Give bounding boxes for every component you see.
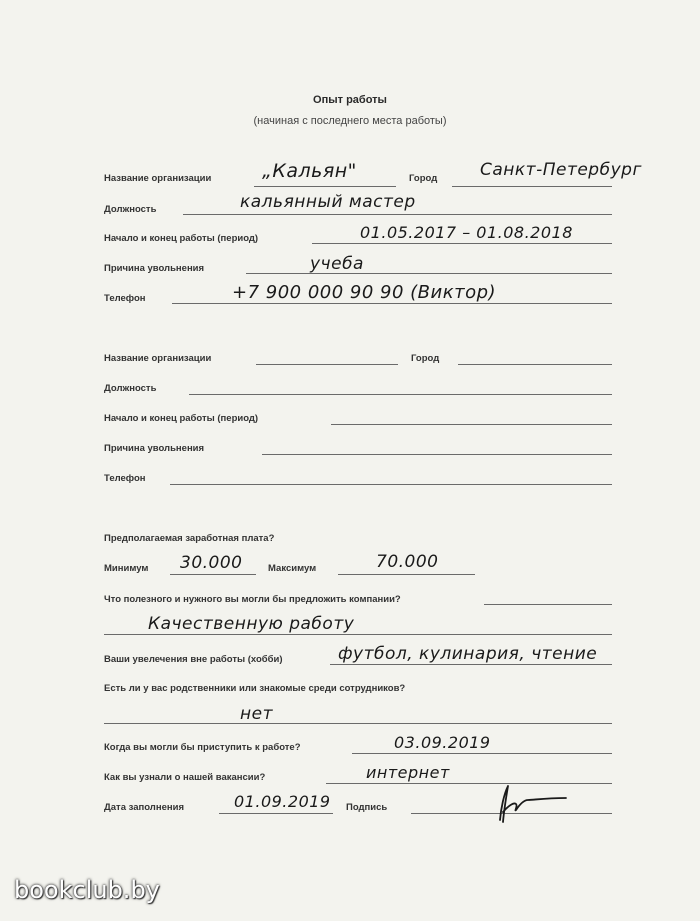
hobby-value: футбол, кулинария, чтение bbox=[338, 644, 598, 664]
salary-max-line bbox=[338, 574, 475, 575]
job2-position-line[interactable] bbox=[189, 394, 612, 395]
job1-position-line bbox=[183, 214, 612, 215]
source-value: интернет bbox=[366, 763, 450, 782]
date-value: 01.09.2019 bbox=[234, 792, 331, 811]
watermark-text: bookclub.by bbox=[14, 876, 160, 904]
job1-reason-value: учеба bbox=[310, 254, 364, 274]
date-label: Дата заполнения bbox=[104, 802, 184, 813]
signature-scribble bbox=[494, 780, 584, 830]
job2-city-label: Город bbox=[411, 353, 440, 364]
job1-period-label: Начало и конец работы (период) bbox=[104, 233, 259, 244]
job1-org-value: „Кальян" bbox=[262, 160, 357, 182]
signature-label: Подпись bbox=[346, 802, 388, 813]
job1-city-label: Город bbox=[409, 173, 438, 184]
start-label: Когда вы могли бы приступить к работе? bbox=[104, 742, 301, 753]
salary-question: Предполагаемая заработная плата? bbox=[104, 533, 275, 544]
job2-city-line[interactable] bbox=[458, 364, 612, 365]
start-line bbox=[352, 753, 612, 754]
salary-max-value: 70.000 bbox=[376, 552, 439, 572]
date-line bbox=[219, 813, 333, 814]
salary-max-label: Максимум bbox=[268, 563, 317, 574]
hobby-label: Ваши увелечения вне работы (хобби) bbox=[104, 654, 283, 665]
job1-position-label: Должность bbox=[104, 204, 157, 215]
job2-period-label: Начало и конец работы (период) bbox=[104, 413, 259, 424]
job1-city-line bbox=[452, 186, 612, 187]
job2-position-label: Должность bbox=[104, 383, 157, 394]
salary-min-label: Минимум bbox=[104, 563, 149, 574]
job2-phone-line[interactable] bbox=[170, 484, 612, 485]
job1-period-value: 01.05.2017 – 01.08.2018 bbox=[360, 223, 573, 242]
form-subtitle: (начиная с последнего места работы) bbox=[253, 115, 447, 127]
salary-min-value: 30.000 bbox=[180, 553, 243, 573]
salary-min-line bbox=[170, 574, 256, 575]
relatives-question: Есть ли у вас родственники или знакомые среди сотрудников? bbox=[104, 683, 406, 694]
job1-phone-line bbox=[172, 303, 612, 304]
form-title: Опыт работы bbox=[313, 94, 387, 106]
source-label: Как вы узнали о нашей вакансии? bbox=[104, 772, 266, 783]
relatives-line bbox=[104, 723, 612, 724]
job2-reason-label: Причина увольнения bbox=[104, 443, 205, 454]
job2-phone-label: Телефон bbox=[104, 473, 146, 484]
job1-org-label: Название организации bbox=[104, 173, 212, 184]
relatives-answer: нет bbox=[240, 704, 273, 724]
job1-phone-label: Телефон bbox=[104, 293, 146, 304]
offer-line-1 bbox=[484, 604, 612, 605]
job2-org-label: Название организации bbox=[104, 353, 212, 364]
offer-answer: Качественную работу bbox=[148, 614, 355, 634]
job1-position-value: кальянный мастер bbox=[240, 192, 416, 212]
job1-org-line bbox=[254, 186, 396, 187]
job2-reason-line[interactable] bbox=[262, 454, 612, 455]
offer-question: Что полезного и нужного вы могли бы предложить компании? bbox=[104, 594, 401, 605]
job2-org-line[interactable] bbox=[256, 364, 398, 365]
job1-period-line bbox=[312, 243, 612, 244]
start-value: 03.09.2019 bbox=[394, 733, 491, 752]
job1-phone-value: +7 900 000 90 90 (Виктор) bbox=[232, 282, 497, 303]
job2-period-line[interactable] bbox=[331, 424, 612, 425]
job1-reason-line bbox=[246, 273, 612, 274]
hobby-line bbox=[330, 664, 612, 665]
job1-reason-label: Причина увольнения bbox=[104, 263, 205, 274]
offer-line-2 bbox=[104, 634, 612, 635]
job1-city-value: Санкт-Петербург bbox=[480, 160, 642, 180]
